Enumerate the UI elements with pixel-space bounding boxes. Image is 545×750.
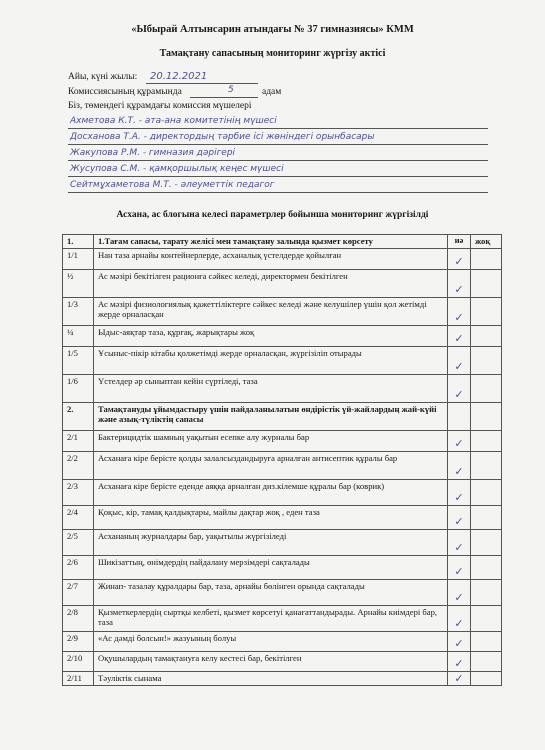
row-number: 1.	[63, 235, 94, 249]
row-text: Асхананың журналдары бар, уақытылы жүргізіледі	[94, 529, 448, 555]
section-title: Асхана, ас блогына келесі параметрлер бойынша мониторинг жүргізілді	[116, 210, 429, 220]
check-mark-icon: ✓	[454, 359, 464, 373]
row-text: Оқушылардың тамақтануға келу кестесі бар, бекітілген	[94, 651, 448, 671]
row-number: 2/2	[63, 451, 94, 479]
yes-cell	[448, 505, 471, 529]
col-no-header: жоқ	[471, 235, 502, 249]
row-text: Қызметкерлердің сыртқы келбеті, қызмет көрсетуі қанағаттандырады. Арнайы киімдері бар, таза	[94, 605, 448, 631]
row-text: Ұсыныс-пікір кітабы қолжетімді жерде орналасқан, жүргізіліп отырады	[94, 346, 448, 374]
row-text: Тамақтануды ұйымдастыру үшін пайдаланылатын өндірістік үй-жайлардың жай-күйі және азық-түліктің сапасы	[94, 402, 448, 430]
member-1: Ахметова К.Т. - ата-ана комитетінің мүшесі	[70, 116, 277, 126]
table-row	[63, 605, 502, 631]
no-cell	[471, 605, 502, 631]
yes-cell	[448, 269, 471, 297]
row-number: 2/9	[63, 631, 94, 651]
row-text: «Ас дәмді болсын!» жазуының болуы	[94, 631, 448, 651]
no-cell	[471, 269, 502, 297]
row-number: 2/8	[63, 605, 94, 631]
col-yes-header: иә	[448, 235, 471, 249]
table-row	[63, 430, 502, 451]
commission-count: 5	[228, 85, 234, 95]
row-text: Тәуліктік сынама	[94, 671, 448, 686]
row-text: Ыдыс-аяқтар таза, құрғақ, жарықтары жоқ	[94, 325, 448, 346]
yes-cell	[448, 248, 471, 269]
yes-cell	[448, 430, 471, 451]
table-row	[63, 651, 502, 671]
check-mark-icon: ✓	[454, 436, 464, 450]
row-number: 1/6	[63, 374, 94, 402]
yes-cell	[448, 671, 471, 686]
no-cell	[471, 651, 502, 671]
row-number: 2.	[63, 402, 94, 430]
table-row	[63, 325, 502, 346]
yes-cell	[448, 605, 471, 631]
no-cell	[471, 325, 502, 346]
no-cell	[471, 430, 502, 451]
row-text: Қоқыс, кір, тамақ қалдықтары, майлы дақтар жоқ , еден таза	[94, 505, 448, 529]
yes-cell	[448, 631, 471, 651]
no-cell	[471, 671, 502, 686]
check-mark-icon: ✓	[454, 671, 464, 685]
yes-cell	[448, 529, 471, 555]
check-mark-icon: ✓	[454, 254, 464, 268]
org-title: «Ыбырай Алтынсарин атындағы № 37 гимназиясы» КММ	[131, 24, 414, 35]
commission-unit: адам	[262, 87, 282, 97]
table-row	[63, 671, 502, 686]
commission-label: Комиссиясының құрамында	[68, 87, 182, 97]
row-number: 2/1	[63, 430, 94, 451]
row-number: ½	[63, 269, 94, 297]
check-mark-icon: ✓	[454, 636, 464, 650]
row-number: 1/1	[63, 248, 94, 269]
yes-cell	[448, 297, 471, 325]
no-cell	[471, 402, 502, 430]
table-row	[63, 269, 502, 297]
table-row	[63, 555, 502, 579]
yes-cell	[448, 579, 471, 605]
row-number: 2/10	[63, 651, 94, 671]
row-text: Бактерицидтік шамның уақытын есепке алу журналы бар	[94, 430, 448, 451]
check-mark-icon: ✓	[454, 282, 464, 296]
row-text: 1.Тағам сапасы, тарату желісі мен тамақтану залында қызмет көрсету	[94, 235, 448, 249]
yes-cell	[448, 451, 471, 479]
check-mark-icon: ✓	[454, 331, 464, 345]
no-cell	[471, 505, 502, 529]
member-4: Жусупова С.М. - қамқоршылық кеңес мүшесі	[70, 164, 284, 174]
yes-cell	[448, 325, 471, 346]
row-text: Шикізаттың, өнімдердің пайдалану мерзімдері сақталады	[94, 555, 448, 579]
no-cell	[471, 555, 502, 579]
table-row	[63, 505, 502, 529]
table-row	[63, 631, 502, 651]
check-mark-icon: ✓	[454, 490, 464, 504]
row-number: 1/5	[63, 346, 94, 374]
members-label: Біз, төмендегі құрамдағы комиссия мүшелері	[68, 101, 252, 111]
row-text: Ас мәзірі физиологиялық қажеттіліктерге сәйкес келеді және келушілер үшін қол жетімді жерде орналасқан	[94, 297, 448, 325]
row-text: Нан таза арнайы контейнерлерде, асханалық үстелдерде қойылған	[94, 248, 448, 269]
check-mark-icon: ✓	[454, 387, 464, 401]
row-text: Асханаға кіре берісте еденде аяққа арналған диз.кілемше құралы бар (коврик)	[94, 479, 448, 505]
no-cell	[471, 451, 502, 479]
table-row	[63, 529, 502, 555]
no-cell	[471, 374, 502, 402]
check-mark-icon: ✓	[454, 514, 464, 528]
date-label: Айы, күні жылы:	[68, 72, 138, 82]
row-number: 2/11	[63, 671, 94, 686]
no-cell	[471, 248, 502, 269]
no-cell	[471, 479, 502, 505]
no-cell	[471, 631, 502, 651]
row-text: Ас мәзірі бекітілген рационға сәйкес келеді, директормен бекітілген	[94, 269, 448, 297]
row-number: ¼	[63, 325, 94, 346]
row-number: 2/6	[63, 555, 94, 579]
row-number: 1/3	[63, 297, 94, 325]
table-row	[63, 479, 502, 505]
yes-cell	[448, 479, 471, 505]
row-text: Жинап- тазалау құралдары бар, таза, арнайы бөлінген орында сақталады	[94, 579, 448, 605]
row-number: 2/5	[63, 529, 94, 555]
row-text: Асханаға кіре берісте қолды залалсыздандыруға арналған антисептик құралы бар	[94, 451, 448, 479]
check-mark-icon: ✓	[454, 464, 464, 478]
date-value: 20.12.2021	[150, 71, 208, 82]
check-mark-icon: ✓	[454, 616, 464, 630]
yes-cell	[448, 651, 471, 671]
no-cell	[471, 346, 502, 374]
no-cell	[471, 297, 502, 325]
check-mark-icon: ✓	[454, 310, 464, 324]
yes-cell	[448, 374, 471, 402]
table-row	[63, 374, 502, 402]
no-cell	[471, 579, 502, 605]
row-number: 2/3	[63, 479, 94, 505]
yes-cell	[448, 346, 471, 374]
check-mark-icon: ✓	[454, 590, 464, 604]
monitoring-table	[62, 234, 502, 686]
member-5: Сейтмұхаметова М.Т. - әлеуметтік педагог	[70, 180, 275, 190]
member-2: Досханова Т.А. - директордың тәрбие ісі жөніндегі орынбасары	[70, 132, 375, 142]
check-mark-icon: ✓	[454, 540, 464, 554]
table-row	[63, 248, 502, 269]
yes-cell	[448, 555, 471, 579]
row-text: Үстелдер әр сыныптан кейін сүртіледі, таза	[94, 374, 448, 402]
table-row	[63, 235, 502, 249]
table-row	[63, 579, 502, 605]
check-mark-icon: ✓	[454, 656, 464, 670]
member-3: Жакупова Р.М. - гимназия дәрігері	[70, 148, 236, 158]
table-row	[63, 451, 502, 479]
check-mark-icon: ✓	[454, 564, 464, 578]
row-number: 2/4	[63, 505, 94, 529]
no-cell	[471, 529, 502, 555]
table-row	[63, 297, 502, 325]
row-number: 2/7	[63, 579, 94, 605]
yes-cell	[448, 402, 471, 430]
table-row	[63, 346, 502, 374]
table-row	[63, 402, 502, 430]
act-title: Тамақтану сапасының мониторинг жүргізу актісі	[159, 48, 386, 59]
